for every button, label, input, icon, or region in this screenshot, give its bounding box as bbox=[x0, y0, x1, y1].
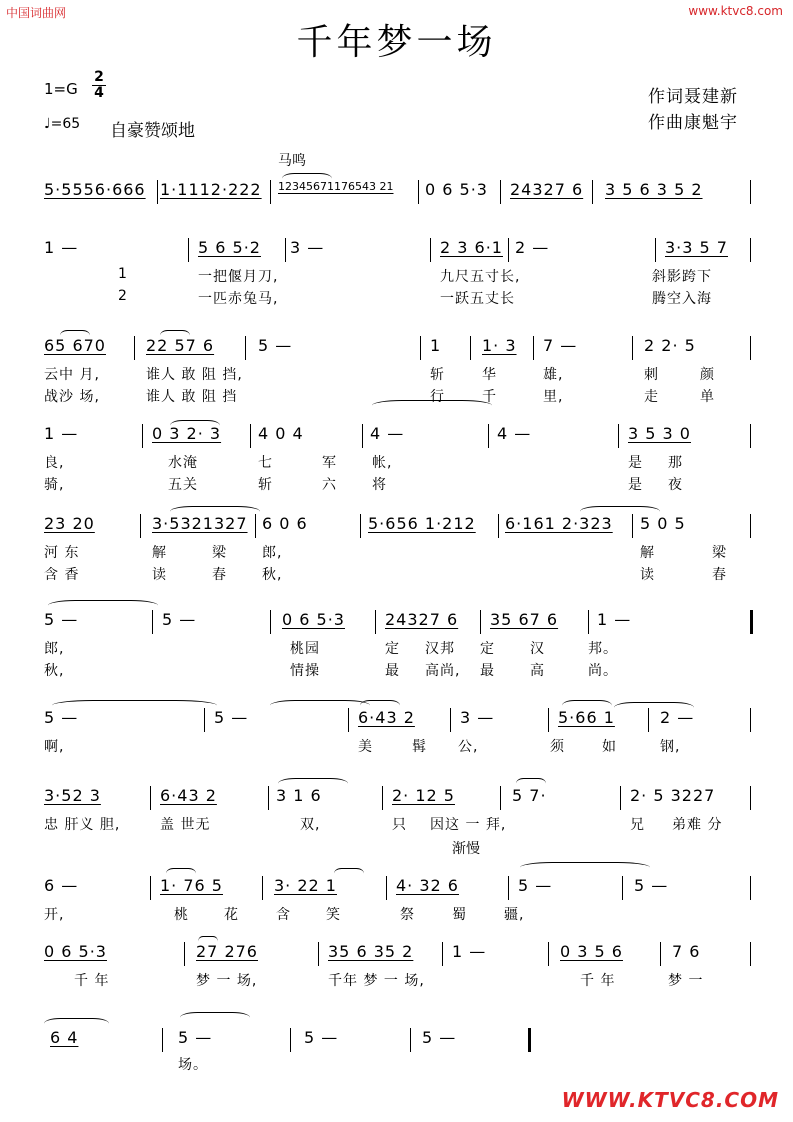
lyric-text: 场。 bbox=[178, 1057, 208, 1073]
slur-mark bbox=[270, 700, 370, 711]
lyric-text: 2 bbox=[118, 288, 128, 304]
bar-line bbox=[386, 876, 387, 900]
watermark: WWW.KTVC8.COM bbox=[561, 1088, 779, 1112]
slur-mark bbox=[360, 700, 400, 711]
bar-line bbox=[360, 514, 361, 538]
lyric-text: 最 bbox=[385, 663, 400, 679]
bar-line bbox=[245, 336, 246, 360]
lyric-text: 水淹 bbox=[168, 455, 198, 471]
lyric-text: 啊, bbox=[44, 739, 65, 755]
measure-notes: 5 0 5 bbox=[640, 514, 686, 533]
measure-notes: 5 7· bbox=[512, 786, 547, 805]
lyric-text: 开, bbox=[44, 907, 65, 923]
measure-notes: 1 — bbox=[44, 238, 79, 257]
bar-line bbox=[508, 238, 509, 262]
bar-line bbox=[142, 424, 143, 448]
measure-notes: 3· 22 1 bbox=[274, 876, 337, 895]
measure-notes: 7 6 bbox=[672, 942, 701, 961]
lyric-text: 千年 梦 一 场, bbox=[328, 973, 425, 989]
bar-line bbox=[660, 942, 661, 966]
lyric-text: 秋, bbox=[262, 567, 283, 583]
bar-line bbox=[750, 942, 751, 966]
bar-line bbox=[620, 786, 621, 810]
lyric-text: 刺 bbox=[644, 367, 659, 383]
measure-notes: 1·1112·222 bbox=[160, 180, 262, 199]
bar-line bbox=[348, 708, 349, 732]
lyric-text: 解 bbox=[152, 545, 167, 561]
lyric-text: 读 bbox=[640, 567, 655, 583]
direction-rit: 渐慢 bbox=[452, 841, 480, 857]
measure-notes: 0 6 5·3 bbox=[425, 180, 488, 199]
bar-line bbox=[750, 876, 751, 900]
lyric-text: 将 bbox=[372, 477, 387, 493]
measure-notes: 5 — bbox=[304, 1028, 339, 1047]
bar-line bbox=[162, 1028, 163, 1052]
measure-notes: 23 20 bbox=[44, 514, 95, 533]
bar-line bbox=[442, 942, 443, 966]
slur-mark bbox=[44, 1018, 109, 1029]
lyric-text: 兄 bbox=[630, 817, 645, 833]
bar-line bbox=[750, 610, 753, 634]
lyric-text: 最 bbox=[480, 663, 495, 679]
lyric-text: 谁人 敢 阻 挡 bbox=[146, 389, 238, 405]
time-bottom: 4 bbox=[92, 85, 106, 101]
lyric-text: 汉邦 bbox=[425, 641, 455, 657]
measure-notes: 6·161 2·323 bbox=[505, 514, 613, 533]
measure-notes: 2 — bbox=[515, 238, 550, 257]
lyric-text: 解 bbox=[640, 545, 655, 561]
slur-mark bbox=[562, 700, 612, 711]
measure-notes: 35 67 6 bbox=[490, 610, 559, 629]
slur-mark bbox=[614, 702, 694, 713]
lyric-text: 颜 bbox=[700, 367, 715, 383]
slur-mark bbox=[170, 506, 260, 517]
slur-mark bbox=[520, 862, 650, 873]
measure-notes: 3 1 6 bbox=[276, 786, 322, 805]
bar-line bbox=[470, 336, 471, 360]
lyric-text: 邦。 bbox=[588, 641, 618, 657]
tempo-mark: ♩=65 bbox=[44, 116, 81, 132]
measure-notes: 0 6 5·3 bbox=[282, 610, 345, 629]
lyric-text: 千 年 bbox=[74, 973, 110, 989]
lyric-text: 笑 bbox=[326, 907, 341, 923]
bar-line bbox=[750, 424, 751, 448]
lyric-text: 高 bbox=[530, 663, 545, 679]
bar-line bbox=[592, 180, 593, 204]
lyric-text: 汉 bbox=[530, 641, 545, 657]
bar-line bbox=[750, 786, 751, 810]
expression-mark: 自豪赞颂地 bbox=[110, 121, 195, 141]
bar-line bbox=[632, 336, 633, 360]
lyric-text: 云中 月, bbox=[44, 367, 100, 383]
measure-notes: 3·52 3 bbox=[44, 786, 101, 805]
bar-line bbox=[548, 708, 549, 732]
lyric-text: 六 bbox=[322, 477, 337, 493]
lyric-text: 郎, bbox=[44, 641, 65, 657]
bar-line bbox=[188, 238, 189, 262]
bar-line bbox=[498, 514, 499, 538]
bar-line bbox=[150, 786, 151, 810]
lyric-text: 那 bbox=[668, 455, 683, 471]
measure-notes: 5 — bbox=[214, 708, 249, 727]
measure-notes: 4 0 4 bbox=[258, 424, 304, 443]
bar-line bbox=[622, 876, 623, 900]
measure-notes: 6 4 bbox=[50, 1028, 79, 1047]
slur-mark bbox=[166, 868, 196, 879]
bar-line bbox=[430, 238, 431, 262]
lyric-text: 钢, bbox=[660, 739, 681, 755]
measure-notes: 5 — bbox=[44, 708, 79, 727]
measure-notes: 2 2· 5 bbox=[644, 336, 696, 355]
slur-mark bbox=[198, 936, 218, 947]
measure-notes: 5·5556·666 bbox=[44, 180, 146, 199]
measure-notes: 5 6 5·2 bbox=[198, 238, 261, 257]
direction-maming: 马鸣 bbox=[278, 153, 306, 169]
lyric-text: 斩 bbox=[258, 477, 273, 493]
measure-notes: 6·43 2 bbox=[160, 786, 217, 805]
measure-notes: 24327 6 bbox=[385, 610, 459, 629]
measure-notes: 2· 12 5 bbox=[392, 786, 455, 805]
lyric-text: 华 bbox=[482, 367, 497, 383]
score-line bbox=[0, 514, 793, 574]
slur-mark bbox=[282, 173, 332, 184]
bar-line bbox=[750, 180, 751, 204]
bar-line bbox=[632, 514, 633, 538]
lyric-text: 定 bbox=[480, 641, 495, 657]
bar-line bbox=[533, 336, 534, 360]
slur-mark bbox=[60, 330, 90, 341]
measure-notes: 5 — bbox=[634, 876, 669, 895]
bar-line bbox=[262, 876, 263, 900]
lyricist-credit: 作词聂建新 bbox=[648, 87, 738, 107]
measure-notes: 4 — bbox=[370, 424, 405, 443]
lyric-text: 桃园 bbox=[290, 641, 320, 657]
lyric-text: 梁 bbox=[712, 545, 727, 561]
lyric-text: 七 bbox=[258, 455, 273, 471]
lyric-text: 帐, bbox=[372, 455, 393, 471]
lyric-text: 走 bbox=[644, 389, 659, 405]
bar-line bbox=[410, 1028, 411, 1052]
lyric-text: 千 年 bbox=[580, 973, 616, 989]
lyric-text: 公, bbox=[458, 739, 479, 755]
measure-notes: 5 — bbox=[44, 610, 79, 629]
measure-notes: 5 — bbox=[518, 876, 553, 895]
bar-line bbox=[270, 180, 271, 204]
measure-notes: 1 — bbox=[597, 610, 632, 629]
score-line bbox=[0, 180, 793, 240]
time-top: 2 bbox=[94, 69, 104, 85]
lyric-text: 一跃五丈长 bbox=[440, 291, 515, 307]
lyric-text: 1 bbox=[118, 266, 128, 282]
measure-notes: 0 3 5 6 bbox=[560, 942, 623, 961]
measure-notes: 6 0 6 bbox=[262, 514, 308, 533]
bar-line bbox=[362, 424, 363, 448]
bar-line bbox=[318, 942, 319, 966]
measure-notes: 35 6 35 2 bbox=[328, 942, 414, 961]
slur-mark bbox=[170, 420, 220, 431]
lyric-text: 单 bbox=[700, 389, 715, 405]
measure-notes: 2 3 6·1 bbox=[440, 238, 503, 257]
score-line bbox=[0, 876, 793, 936]
lyric-text: 双, bbox=[300, 817, 321, 833]
lyric-text: 尚。 bbox=[588, 663, 618, 679]
measure-notes: 3 5 6 3 5 2 bbox=[605, 180, 703, 199]
lyric-text: 行 bbox=[430, 389, 445, 405]
lyric-text: 祭 bbox=[400, 907, 415, 923]
song-title: 千年梦一场 bbox=[296, 22, 497, 63]
lyric-text: 美 bbox=[358, 739, 373, 755]
score-line bbox=[0, 336, 793, 396]
score-line bbox=[0, 1028, 793, 1088]
measure-notes: 5·66 1 bbox=[558, 708, 615, 727]
measure-notes: 12345671176543 21 bbox=[278, 180, 394, 193]
bar-line bbox=[750, 336, 751, 360]
lyric-text: 良, bbox=[44, 455, 65, 471]
slur-mark bbox=[334, 868, 364, 879]
measure-notes: 4 — bbox=[497, 424, 532, 443]
slur-mark bbox=[516, 778, 546, 789]
measure-notes: 27 276 bbox=[196, 942, 258, 961]
bar-line bbox=[500, 786, 501, 810]
bar-line bbox=[528, 1028, 531, 1052]
bar-line bbox=[157, 180, 158, 204]
measure-notes: 3·5321327 bbox=[152, 514, 248, 533]
bar-line bbox=[500, 180, 501, 204]
measure-notes: 5 — bbox=[178, 1028, 213, 1047]
slur-mark bbox=[160, 330, 190, 341]
bar-line bbox=[450, 708, 451, 732]
lyric-text: 因这 一 拜, bbox=[430, 817, 507, 833]
measure-notes: 5 — bbox=[162, 610, 197, 629]
measure-notes: 5 — bbox=[258, 336, 293, 355]
bar-line bbox=[204, 708, 205, 732]
measure-notes: 6 — bbox=[44, 876, 79, 895]
lyric-text: 春 bbox=[212, 567, 227, 583]
lyric-text: 只 bbox=[392, 817, 407, 833]
measure-notes: 1 — bbox=[44, 424, 79, 443]
slur-mark bbox=[372, 400, 492, 411]
bar-line bbox=[150, 876, 151, 900]
lyric-text: 夜 bbox=[668, 477, 683, 493]
lyric-text: 高尚, bbox=[425, 663, 461, 679]
bar-line bbox=[285, 238, 286, 262]
slur-mark bbox=[52, 700, 217, 711]
bar-line bbox=[655, 238, 656, 262]
lyric-text: 雄, bbox=[543, 367, 564, 383]
measure-notes: 7 — bbox=[543, 336, 578, 355]
lyric-text: 里, bbox=[543, 389, 564, 405]
measure-notes: 1· 76 5 bbox=[160, 876, 223, 895]
bar-line bbox=[750, 514, 751, 538]
lyric-text: 盖 世无 bbox=[160, 817, 211, 833]
lyric-text: 含 bbox=[276, 907, 291, 923]
measure-notes: 0 6 5·3 bbox=[44, 942, 107, 961]
bar-line bbox=[508, 876, 509, 900]
lyric-text: 梁 bbox=[212, 545, 227, 561]
lyric-text: 五关 bbox=[168, 477, 198, 493]
measure-notes: 6·43 2 bbox=[358, 708, 415, 727]
bar-line bbox=[750, 238, 751, 262]
lyric-text: 是 bbox=[628, 455, 643, 471]
lyric-text: 髯 bbox=[412, 739, 427, 755]
lyric-text: 一匹赤兔马, bbox=[198, 291, 279, 307]
lyric-text: 郎, bbox=[262, 545, 283, 561]
bar-line bbox=[250, 424, 251, 448]
lyric-text: 读 bbox=[152, 567, 167, 583]
bar-line bbox=[618, 424, 619, 448]
measure-notes: 3 — bbox=[290, 238, 325, 257]
lyric-text: 军 bbox=[322, 455, 337, 471]
bar-line bbox=[488, 424, 489, 448]
bar-line bbox=[270, 610, 271, 634]
measure-notes: 3 5 3 0 bbox=[628, 424, 691, 443]
measure-notes: 2· 5 3227 bbox=[630, 786, 716, 805]
slur-mark bbox=[580, 506, 660, 517]
bar-line bbox=[140, 514, 141, 538]
lyric-text: 战沙 场, bbox=[44, 389, 100, 405]
measure-notes: 22 57 6 bbox=[146, 336, 215, 355]
measure-notes: 65 670 bbox=[44, 336, 106, 355]
lyric-text: 秋, bbox=[44, 663, 65, 679]
lyric-text: 梦 一 场, bbox=[196, 973, 258, 989]
measure-notes: 0 3 2· 3 bbox=[152, 424, 222, 443]
measure-notes: 5·656 1·212 bbox=[368, 514, 476, 533]
lyric-text: 定 bbox=[385, 641, 400, 657]
lyric-text: 花 bbox=[224, 907, 239, 923]
lyric-text: 须 bbox=[550, 739, 565, 755]
lyric-text: 春 bbox=[712, 567, 727, 583]
bar-line bbox=[375, 610, 376, 634]
bar-line bbox=[418, 180, 419, 204]
bar-line bbox=[152, 610, 153, 634]
bar-line bbox=[255, 514, 256, 538]
bar-line bbox=[420, 336, 421, 360]
lyric-text: 河 东 bbox=[44, 545, 80, 561]
measure-notes: 5 — bbox=[422, 1028, 457, 1047]
bar-line bbox=[184, 942, 185, 966]
measure-notes: 3 — bbox=[460, 708, 495, 727]
bar-line bbox=[480, 610, 481, 634]
lyric-text: 一把偃月刀, bbox=[198, 269, 279, 285]
key-signature: 1=G bbox=[44, 80, 78, 98]
lyric-text: 斜影跨下 bbox=[652, 269, 712, 285]
measure-notes: 1 — bbox=[452, 942, 487, 961]
lyric-text: 骑, bbox=[44, 477, 65, 493]
lyric-text: 忠 肝义 胆, bbox=[44, 817, 121, 833]
measure-notes: 3·3 5 7 bbox=[665, 238, 728, 257]
lyric-text: 腾空入海 bbox=[652, 291, 712, 307]
measure-notes: 4· 32 6 bbox=[396, 876, 459, 895]
slur-mark bbox=[180, 1012, 250, 1023]
lyric-text: 疆, bbox=[504, 907, 525, 923]
bar-line bbox=[268, 786, 269, 810]
lyric-text: 梦 一 bbox=[668, 973, 704, 989]
lyric-text: 含 香 bbox=[44, 567, 80, 583]
lyric-text: 是 bbox=[628, 477, 643, 493]
measure-notes: 2 — bbox=[660, 708, 695, 727]
bar-line bbox=[290, 1028, 291, 1052]
measure-notes: 24327 6 bbox=[510, 180, 584, 199]
site-logo-right[interactable]: www.ktvc8.com bbox=[688, 4, 783, 18]
bar-line bbox=[588, 610, 589, 634]
time-signature bbox=[92, 70, 106, 101]
lyric-text: 蜀 bbox=[452, 907, 467, 923]
lyric-text: 斩 bbox=[430, 367, 445, 383]
lyric-text: 谁人 敢 阻 挡, bbox=[146, 367, 243, 383]
bar-line bbox=[750, 708, 751, 732]
lyric-text: 如 bbox=[602, 739, 617, 755]
measure-notes: 1· 3 bbox=[482, 336, 517, 355]
lyric-text: 桃 bbox=[174, 907, 189, 923]
lyric-text: 弟难 分 bbox=[672, 817, 723, 833]
lyric-text: 情操 bbox=[290, 663, 320, 679]
lyric-text: 九尺五寸长, bbox=[440, 269, 521, 285]
bar-line bbox=[548, 942, 549, 966]
composer-credit: 作曲康魁宇 bbox=[648, 113, 738, 133]
bar-line bbox=[382, 786, 383, 810]
slur-mark bbox=[278, 778, 348, 789]
site-logo-left[interactable]: 中国词曲网 bbox=[6, 6, 67, 20]
measure-notes: 1 bbox=[430, 336, 442, 355]
lyric-text: 千 bbox=[482, 389, 497, 405]
slur-mark bbox=[48, 600, 158, 611]
bar-line bbox=[134, 336, 135, 360]
